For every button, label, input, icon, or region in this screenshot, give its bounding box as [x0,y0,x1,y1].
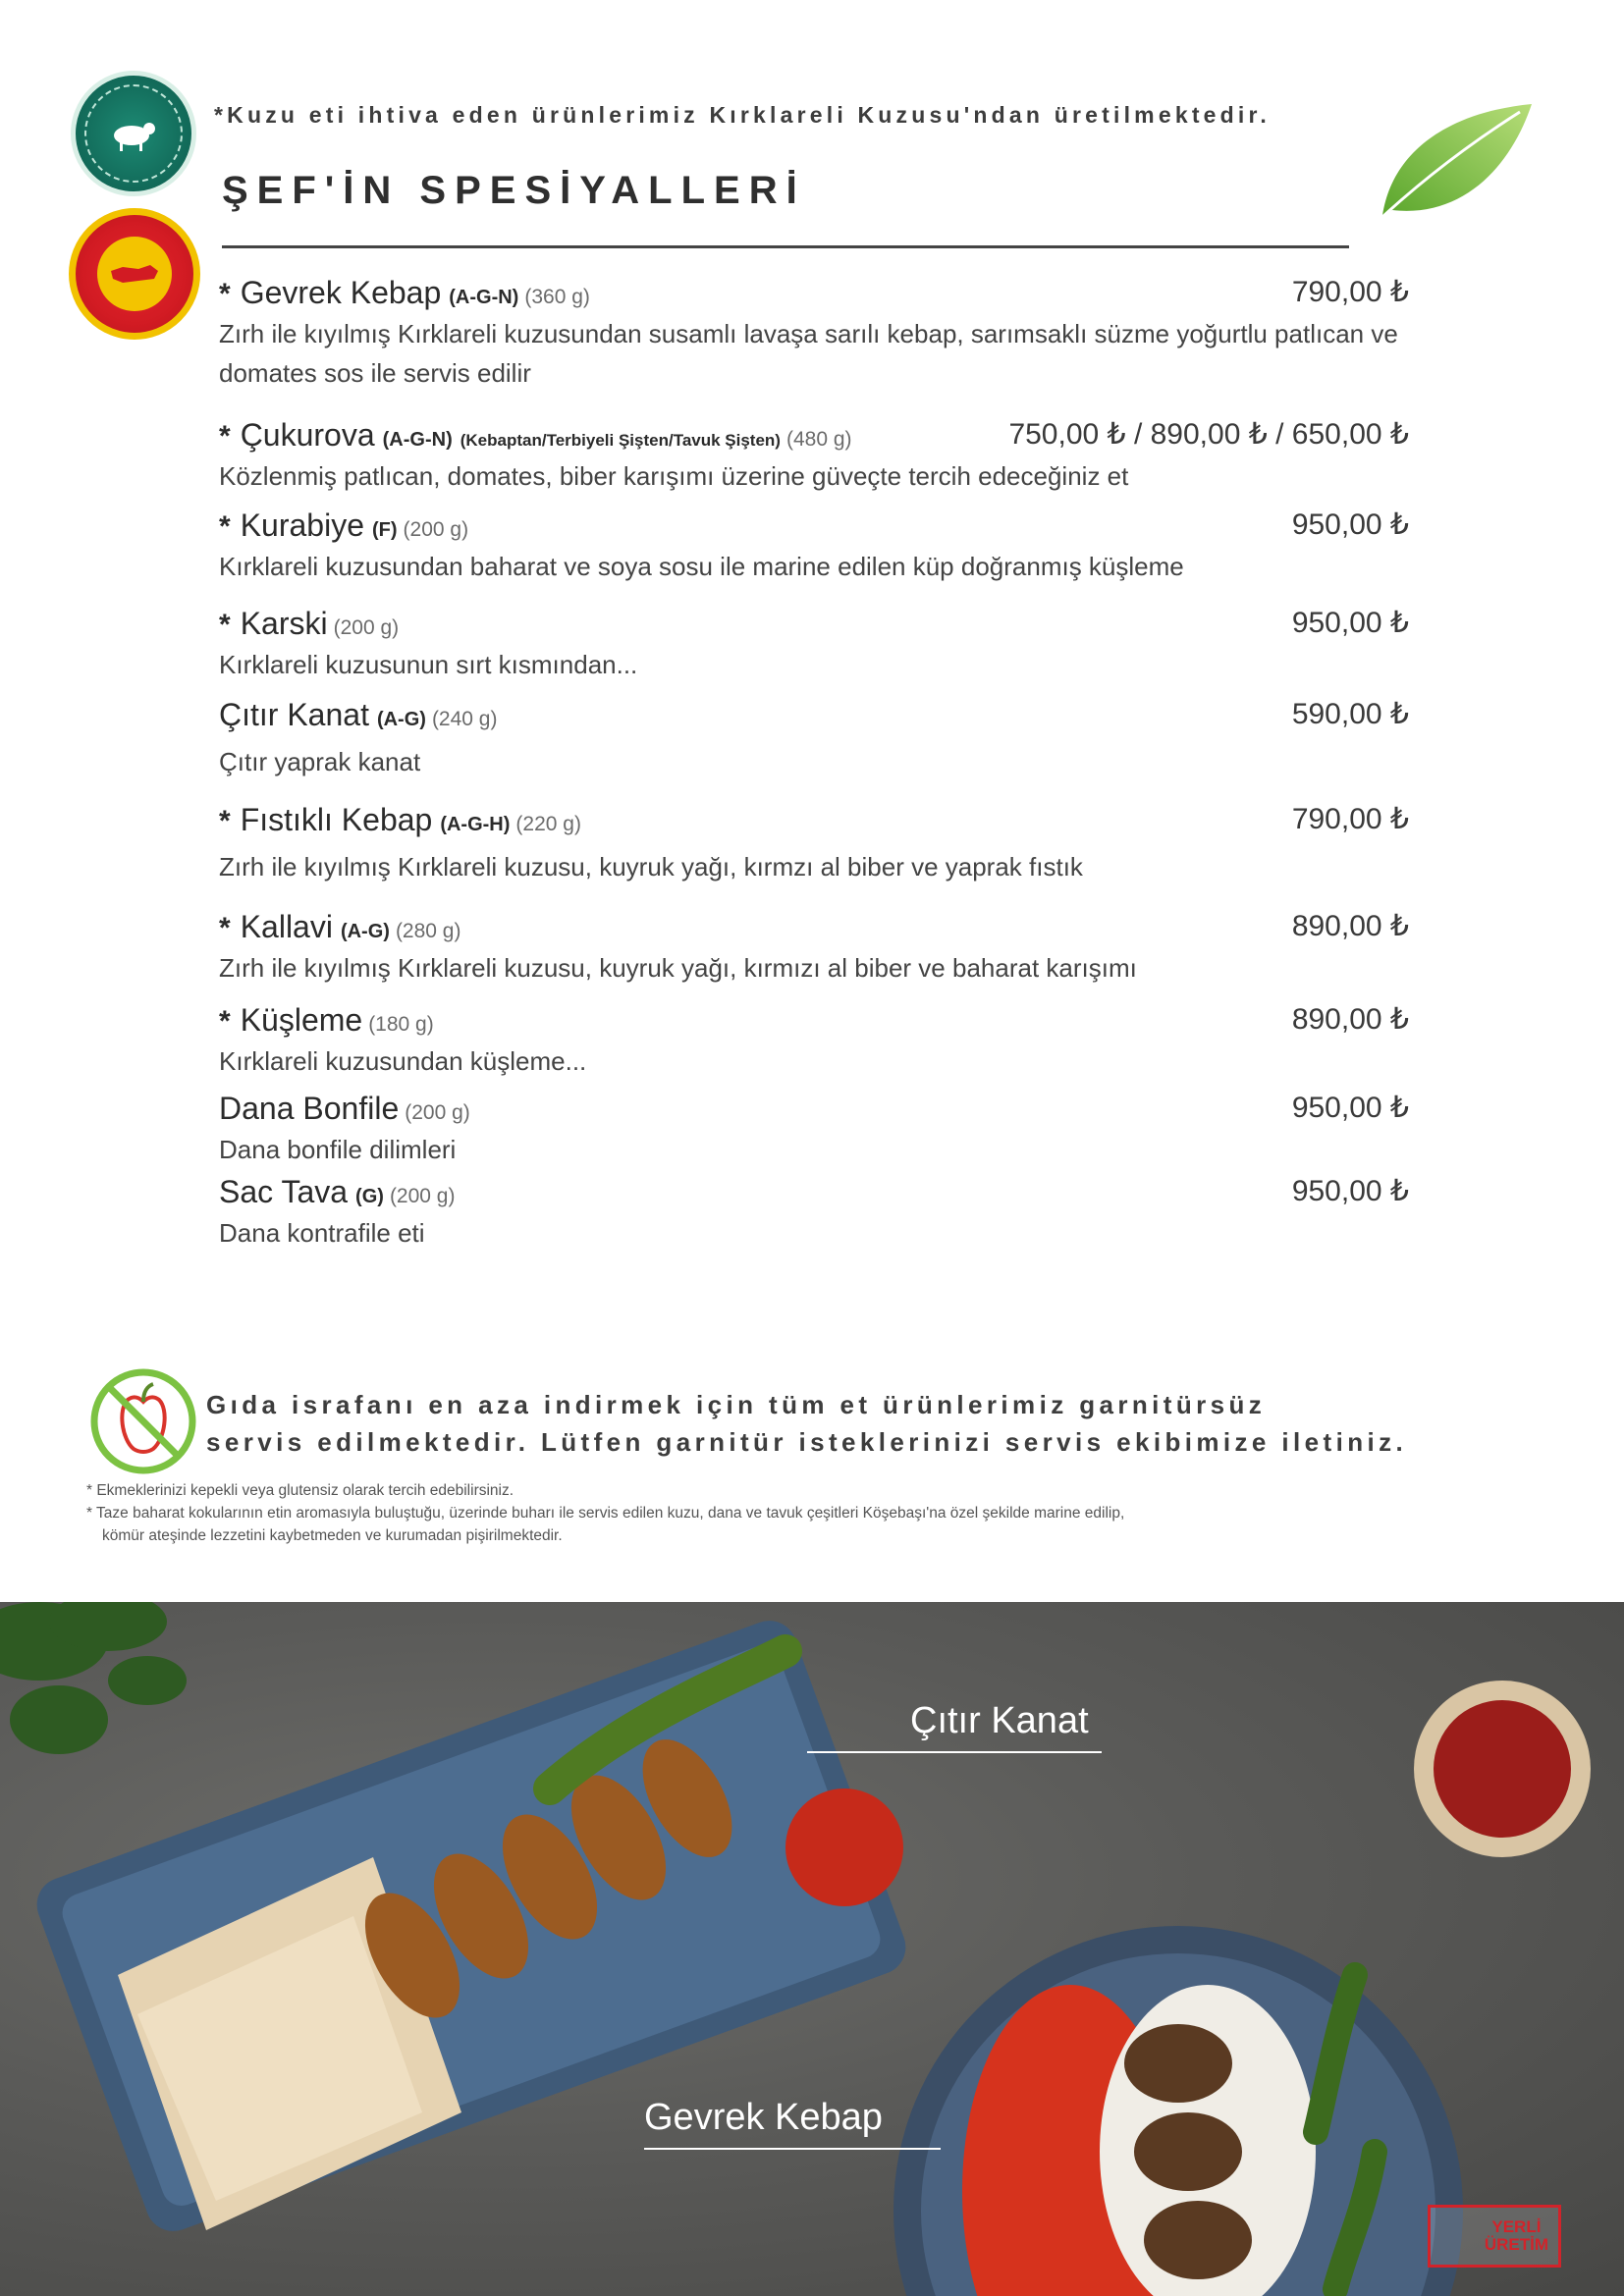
no-waste-line-1: Gıda israfanı en aza indirmek için tüm et ürünlerimiz garnitürsüz [206,1390,1267,1419]
menu-item-kallavi [219,909,1409,988]
item-price: 950,00 ₺ [1291,1092,1409,1124]
item-name: Gevrek Kebap [240,275,442,310]
lamb-origin-note: *Kuzu eti ihtiva eden ürünlerimiz Kırklareli Kuzusu'ndan üretilmektedir. [214,102,1271,128]
item-description: Közlenmiş patlıcan, domates, biber karışımı üzerine güveçte tercih edeceğiniz et [219,461,1129,491]
yerli-uretim-icon [1428,2205,1561,2268]
page-title: ŞEF'İN SPESİYALLERİ [222,169,806,212]
item-name: Dana Bonfile [219,1091,400,1126]
item-description: Dana kontrafile eti [219,1218,425,1248]
item-price: 890,00 ₺ [1291,910,1409,942]
menu-item-kusleme [219,1002,1409,1081]
item-name: Çıtır Kanat [219,697,369,732]
item-weight: (480 g) [785,428,852,451]
photo-label-rule [644,2148,941,2150]
allergen-code: (A-G-N) [449,287,519,308]
title-divider [222,245,1349,248]
local-badge-line-1: YERLİ [1491,2217,1542,2236]
star-marker: * [219,805,231,837]
item-price: 950,00 ₺ [1291,1175,1409,1207]
item-description: Dana bonfile dilimleri [219,1135,457,1164]
item-description: Zırh ile kıyılmış Kırklareli kuzusundan susamlı lavaşa sarılı kebap, sarımsaklı süzme yoğurtlu patlıcan ve domates sos ile servis edilir [219,319,1398,388]
item-price: 790,00 ₺ [1291,276,1409,308]
item-weight: (280 g) [395,920,461,942]
item-price: 750,00 ₺ / 890,00 ₺ / 650,00 ₺ [1008,418,1409,451]
kirklareli-lamb-seal-icon [71,71,196,196]
allergen-code: (A-G) [340,921,390,942]
item-weight: (200 g) [389,1185,456,1207]
item-weight: (360 g) [524,286,590,308]
allergen-code: (F) [371,519,398,541]
item-weight: (200 g) [403,518,469,541]
item-weight: (180 g) [368,1013,434,1036]
item-name: Karski [240,606,328,641]
photo-label-gevrek-kebap: Gevrek Kebap [644,2097,883,2138]
food-photo [0,1602,1624,2296]
menu-item-dana-bonfile [219,1091,1409,1169]
item-weight: (200 g) [405,1101,470,1124]
allergen-code: (G) [355,1186,384,1207]
no-waste-line-2: servis edilmektedir. Lütfen garnitür isteklerinizi servis ekibimize iletiniz. [206,1427,1408,1457]
star-marker: * [219,912,231,944]
photo-label-citir-kanat: Çıtır Kanat [910,1700,1089,1741]
geographical-indication-seal-icon [69,208,200,340]
item-price: 790,00 ₺ [1291,803,1409,835]
item-price: 890,00 ₺ [1291,1003,1409,1036]
item-weight: (200 g) [333,616,400,639]
menu-item-sac-tava [219,1174,1409,1253]
menu-item-citir-kanat [219,697,1409,781]
star-marker: * [219,609,231,641]
item-name: Fıstıklı Kebap [240,802,433,837]
meat-options-note: (Kebaptan/Terbiyeli Şişten/Tavuk Şişten) [460,431,781,450]
menu-item-cukurova [219,417,1409,496]
menu-item-gevrek-kebap [219,275,1409,393]
item-description: Çıtır yaprak kanat [219,747,421,776]
no-food-waste-icon [88,1366,198,1476]
star-marker: * [219,420,231,453]
local-badge-line-2: ÜRETİM [1484,2235,1548,2254]
marinade-note-cont: kömür ateşinde lezzetini kaybetmeden ve kurumadan pişirilmektedir. [102,1527,563,1544]
item-weight: (240 g) [431,708,498,730]
item-description: Kırklareli kuzusundan baharat ve soya sosu ile marine edilen küp doğranmış küşleme [219,552,1184,581]
leaf-icon [1363,100,1536,234]
star-marker: * [219,278,231,310]
star-marker: * [219,510,231,543]
photo-label-rule [807,1751,1102,1753]
star-marker: * [219,1005,231,1038]
item-price: 590,00 ₺ [1291,698,1409,730]
item-name: Kurabiye [240,507,364,543]
allergen-code: (A-G-H) [440,814,511,835]
item-name: Kallavi [240,909,333,944]
bread-note: * Ekmeklerinizi kepekli veya glutensiz olarak tercih edebilirsiniz. [86,1482,514,1499]
item-description: Kırklareli kuzusundan küşleme... [219,1046,587,1076]
menu-item-karski [219,606,1409,684]
item-description: Zırh ile kıyılmış Kırklareli kuzusu, kuyruk yağı, kırmızı al biber ve baharat karışımı [219,953,1137,983]
item-name: Çukurova [240,417,375,453]
item-name: Sac Tava [219,1174,349,1209]
no-waste-notice [206,1386,1483,1461]
item-price: 950,00 ₺ [1291,607,1409,639]
menu-item-kurabiye [219,507,1409,586]
allergen-code: (A-G) [376,709,426,730]
item-name: Küşleme [240,1002,363,1038]
food-photo-illustration [0,1602,1624,2296]
marinade-note: * Taze baharat kokularının etin aromasıyla buluştuğu, üzerinde buharı ile servis edilen kuzu, dana ve tavuk çeşitleri Köşebaşı'na özel şekilde marine edilip, [86,1505,1125,1522]
item-price: 950,00 ₺ [1291,508,1409,541]
allergen-code: (A-G-N) [382,429,453,451]
item-description: Kırklareli kuzusunun sırt kısmından... [219,650,638,679]
item-weight: (220 g) [515,813,581,835]
menu-item-fistikli-kebap [219,802,1409,886]
item-description: Zırh ile kıyılmış Kırklareli kuzusu, kuyruk yağı, kırmzı al biber ve yaprak fıstık [219,852,1083,881]
